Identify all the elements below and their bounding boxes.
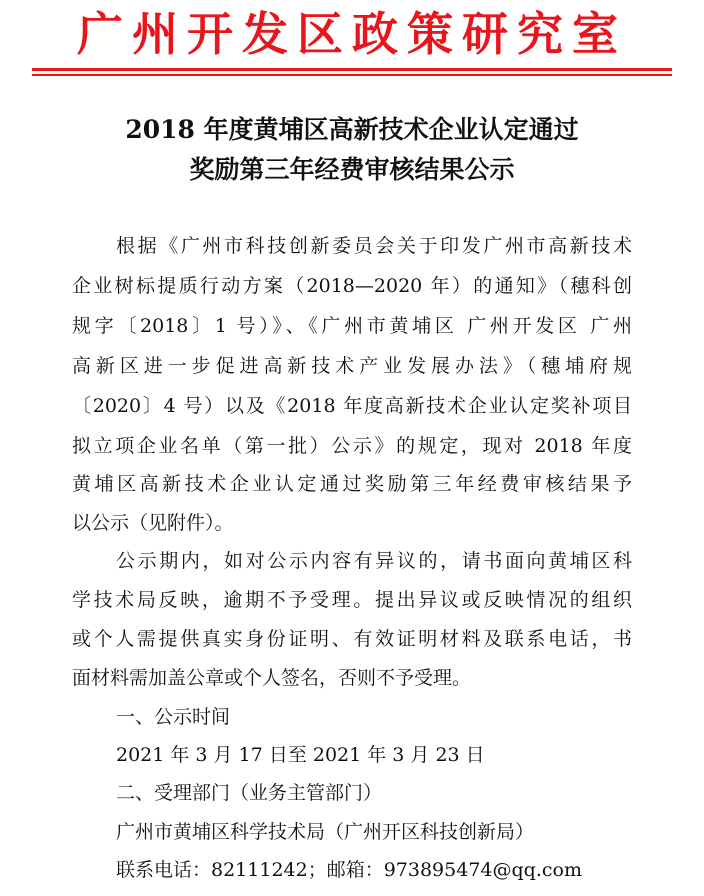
paragraph-2-line: 学技术局反映，逾期不予受理。提出异议或反映情况的组织 (72, 589, 632, 611)
paragraph-2-line: 面材料需加盖公章或个人签名，否则不予受理。 (72, 667, 472, 689)
paragraph-1-line: 黄埔区高新技术企业认定通过奖励第三年经费审核结果予 (72, 473, 632, 495)
letterhead-rule-thick (32, 68, 672, 71)
paragraph-1-line: 以公示（见附件）。 (72, 512, 234, 534)
paragraph-1-line: 高新区进一步促进高新技术产业发展办法》（穗埔府规 (72, 355, 632, 377)
paragraph-1-line: 根据《广州市科技创新委员会关于印发广州市高新技术 (116, 235, 632, 257)
section-1-date-range: 2021 年 3 月 17 日至 2021 年 3 月 23 日 (116, 744, 485, 766)
document-title-line-2: 奖励第三年经费审核结果公示 (189, 155, 515, 184)
paragraph-2-line: 公示期内，如对公示内容有异议的，请书面向黄埔区科 (116, 550, 632, 572)
paragraph-1-line: 企业树标提质行动方案（2018—2020 年）的通知》（穗科创 (72, 275, 632, 297)
paragraph-1-line: 〔2020〕4 号）以及《2018 年度高新技术企业认定奖补项目 (72, 395, 632, 417)
paragraph-1-line: 拟立项企业名单（第一批）公示》的规定，现对 2018 年度 (72, 435, 632, 457)
paragraph-2-line: 或个人需提供真实身份证明、有效证明材料及联系电话，书 (72, 628, 632, 650)
letterhead-org-name: 广州开发区政策研究室 (77, 7, 627, 61)
letterhead-rule-thin (32, 74, 672, 76)
section-1-heading: 一、公示时间 (116, 706, 231, 728)
document-title-line-1: 2018 年度黄埔区高新技术企业认定通过 (125, 115, 579, 144)
paragraph-1-line: 规字〔2018〕1 号）》、《广州市黄埔区 广州开发区 广州 (72, 315, 632, 337)
section-2-heading: 二、受理部门（业务主管部门） (116, 782, 383, 804)
section-2-department: 广州市黄埔区科学技术局（广州开区科技创新局） (116, 821, 535, 843)
section-2-contact: 联系电话：82111242；邮箱：973895474@qq.com (116, 859, 582, 881)
